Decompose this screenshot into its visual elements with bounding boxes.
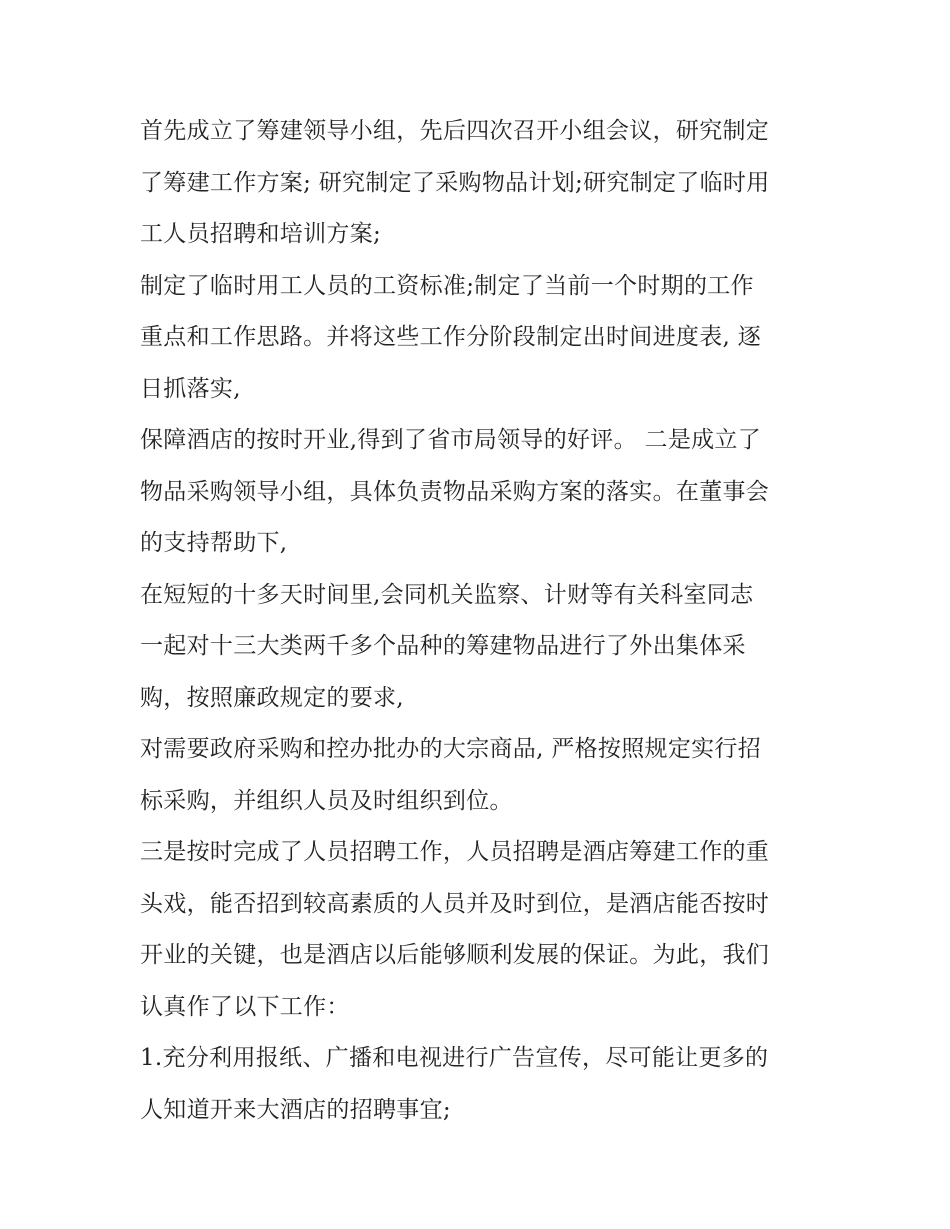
text-line: 对需要政府采购和控办批办的大宗商品, 严格按照规定实行招 <box>140 736 762 762</box>
text-line: 的支持帮助下, <box>140 530 288 556</box>
text-line: 物品采购领导小组，具体负责物品采购方案的落实。在董事会 <box>140 478 770 505</box>
paragraph-5 <box>140 724 820 827</box>
paragraph-6 <box>140 827 820 1033</box>
text-line: 一起对十三大类两千多个品种的筹建物品进行了外出集体采 <box>140 633 746 659</box>
text-line: 人知道开来大酒店的招聘事宜; <box>140 1096 451 1123</box>
paragraph-7 <box>140 1033 820 1136</box>
text-line: 工人员招聘和培训方案; <box>140 221 382 247</box>
paragraph-1 <box>140 106 820 261</box>
text-line: 制定了临时用工人员的工资标准;制定了当前一个时期的工作 <box>140 272 754 299</box>
text-line: 开业的关键，也是酒店以后能够顺利发展的保证。为此，我们 <box>140 942 770 968</box>
document-body <box>140 106 820 1136</box>
paragraph-3 <box>140 415 820 570</box>
text-line: 头戏，能否招到较高素质的人员并及时到位，是酒店能否按时 <box>140 890 770 917</box>
text-line: 保障酒店的按时开业,得到了省市局领导的好评。 二是成立了 <box>140 427 762 453</box>
text-line: 购，按照廉政规定的要求, <box>140 684 404 711</box>
paragraph-2 <box>140 261 820 416</box>
text-line: 在短短的十多天时间里,会同机关监察、计财等有关科室同志 <box>140 581 754 608</box>
text-line: 1.充分利用报纸、广播和电视进行广告宣传，尽可能让更多的 <box>140 1045 769 1071</box>
text-line: 重点和工作思路。并将这些工作分阶段制定出时间进度表, 逐 <box>140 324 762 350</box>
text-line: 首先成立了筹建领导小组，先后四次召开小组会议，研究制定 <box>140 118 770 144</box>
text-line: 三是按时完成了人员招聘工作，人员招聘是酒店筹建工作的重 <box>140 839 770 865</box>
text-line: 日抓落实, <box>140 375 241 402</box>
text-line: 标采购，并组织人员及时组织到位。 <box>140 787 513 814</box>
text-line: 认真作了以下工作： <box>140 993 350 1020</box>
paragraph-4 <box>140 570 820 725</box>
text-line: 了筹建工作方案; 研究制定了采购物品计划;研究制定了临时用 <box>140 169 770 196</box>
